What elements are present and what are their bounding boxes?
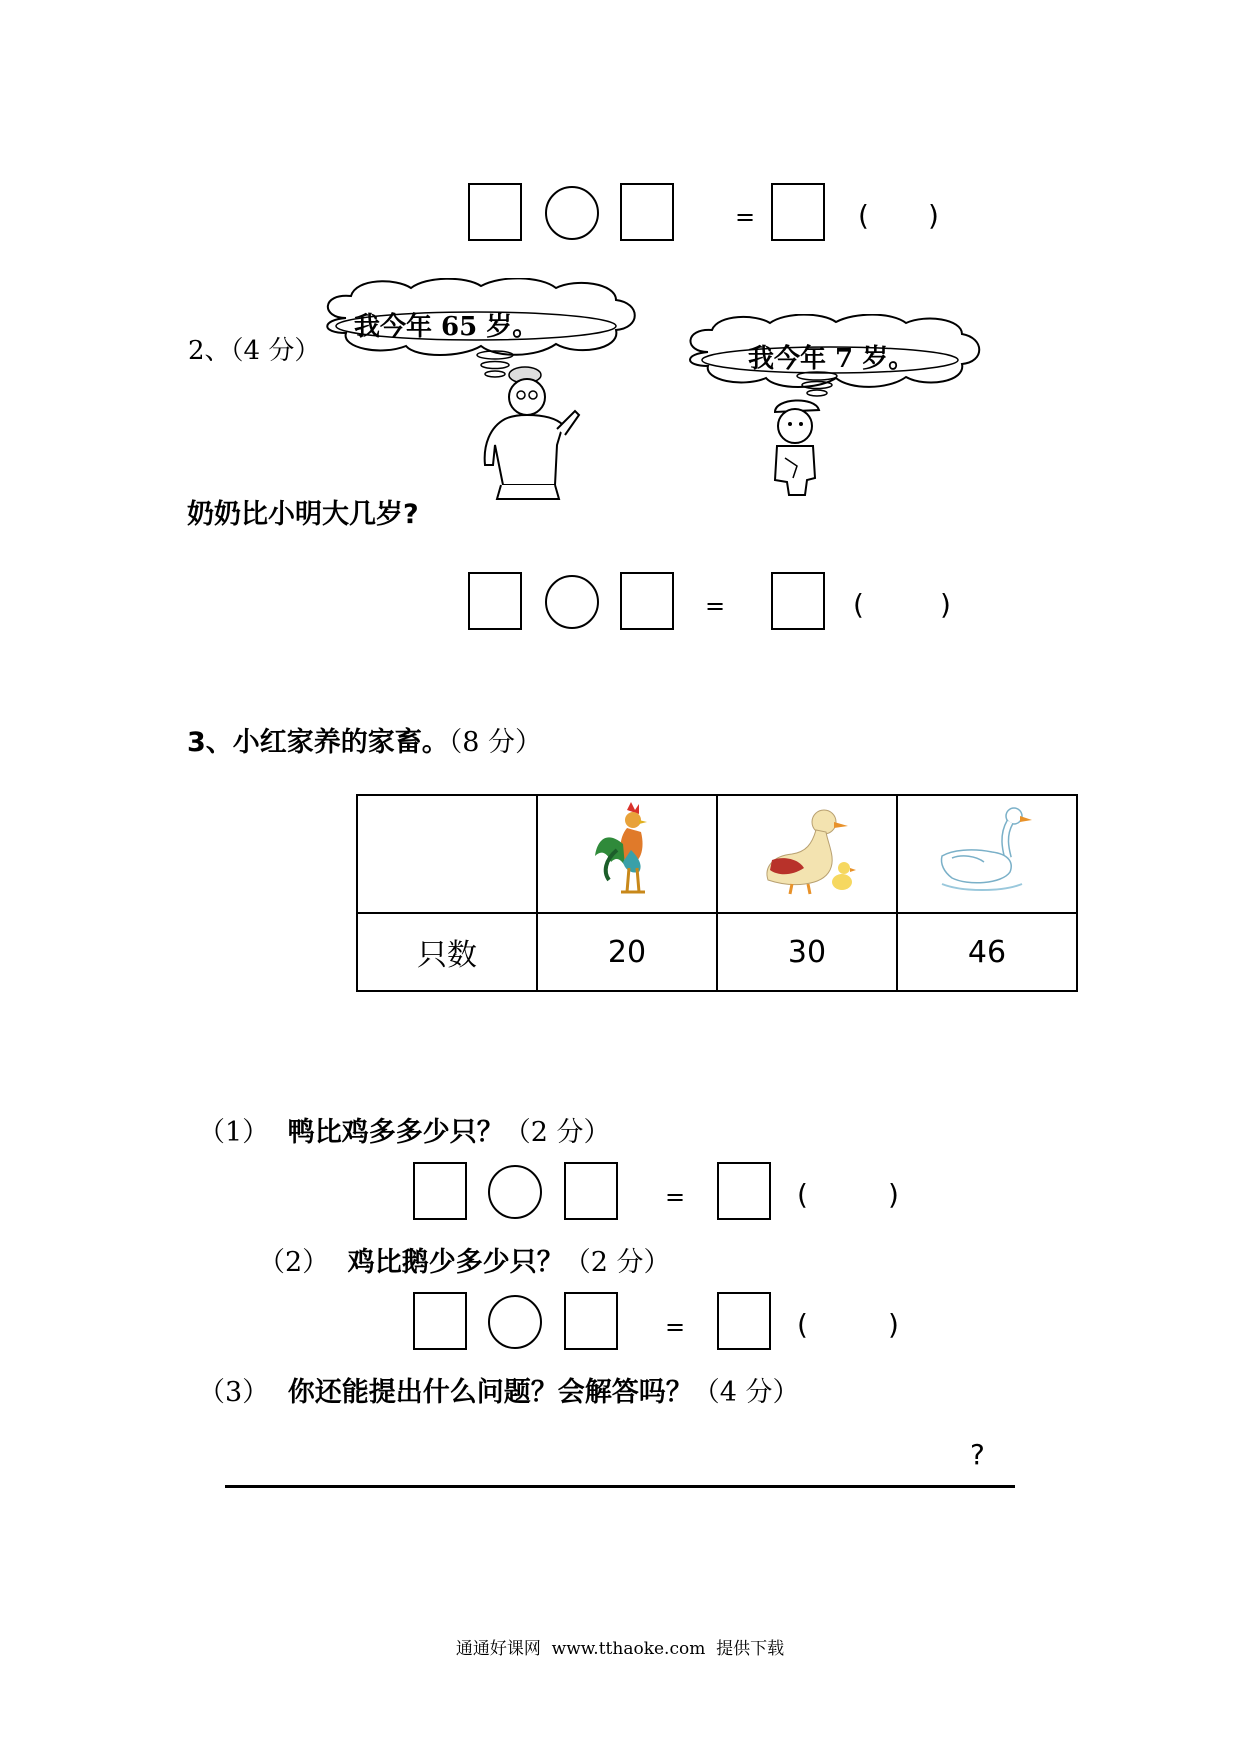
goose-count-cell: 46 <box>897 913 1077 991</box>
answer-box[interactable] <box>771 572 825 630</box>
subquestion-2-text: 鸡比鹅少多少只？ <box>347 1247 564 1278</box>
answer-box[interactable] <box>468 183 522 241</box>
unit-paren-open: ( <box>797 1178 808 1211</box>
equals-sign: = <box>665 1183 686 1211</box>
subquestion-2-score: （2 分） <box>563 1247 671 1278</box>
question-3-heading <box>187 720 542 759</box>
subquestion-3 <box>198 1370 800 1409</box>
answer-box[interactable] <box>717 1292 771 1350</box>
operator-circle[interactable] <box>545 575 599 629</box>
answer-box[interactable] <box>771 183 825 241</box>
page-footer: 通通好课网 www.tthaoke.com 提供下载 <box>455 1639 785 1659</box>
table-cell <box>897 795 1077 913</box>
answer-box[interactable] <box>413 1292 467 1350</box>
subquestion-3-score: （4 分） <box>692 1377 800 1408</box>
unit-paren-close: ) <box>888 1308 899 1341</box>
table-cell <box>717 795 897 913</box>
question-2-text: 奶奶比小明大几岁? <box>187 499 419 530</box>
table-row <box>357 913 1077 991</box>
unit-paren-open: ( <box>858 199 869 232</box>
answer-box[interactable] <box>413 1162 467 1220</box>
operator-circle[interactable] <box>545 186 599 240</box>
subquestion-2-number: （2） <box>258 1247 330 1278</box>
subquestion-3-number: （3） <box>198 1377 270 1408</box>
unit-paren-open: ( <box>797 1308 808 1341</box>
rooster-icon <box>587 800 667 900</box>
rooster-count-cell: 20 <box>537 913 717 991</box>
operator-circle[interactable] <box>488 1295 542 1349</box>
table-corner-cell <box>357 795 537 913</box>
answer-box[interactable] <box>717 1162 771 1220</box>
subquestion-1-score: （2 分） <box>503 1117 611 1148</box>
subquestion-1 <box>198 1110 611 1149</box>
subquestion-2 <box>258 1240 671 1279</box>
livestock-table <box>356 794 1078 992</box>
unit-paren-close: ) <box>928 199 939 232</box>
subquestion-1-number: （1） <box>198 1117 270 1148</box>
grandma-illustration <box>465 345 585 503</box>
answer-box[interactable] <box>468 572 522 630</box>
goose-icon <box>932 800 1042 900</box>
answer-box[interactable] <box>620 572 674 630</box>
subquestion-1-text: 鸭比鸡多多少只？ <box>287 1117 504 1148</box>
row-label-cell: 只数 <box>357 913 537 991</box>
duck-count-cell: 30 <box>717 913 897 991</box>
answer-box[interactable] <box>620 183 674 241</box>
question-3-title: 3、小红家养的家畜。 <box>187 727 449 758</box>
question-2-label: 2、（4 分） <box>188 336 321 366</box>
subquestion-3-text: 你还能提出什么问题？会解答吗？ <box>287 1377 693 1408</box>
duck-icon <box>752 800 862 900</box>
answer-box[interactable] <box>564 1162 618 1220</box>
question-3-score: （8 分） <box>448 727 543 758</box>
grandma-speech-text: 我今年 65 岁。 <box>354 312 539 342</box>
answer-question-mark: ? <box>970 1438 985 1471</box>
unit-paren-open: ( <box>853 588 864 621</box>
unit-paren-close: ) <box>940 588 951 621</box>
equals-sign: = <box>705 592 726 620</box>
equals-sign: = <box>735 203 756 231</box>
table-cell <box>537 795 717 913</box>
answer-line[interactable] <box>225 1485 1015 1488</box>
boy-speech-text: 我今年 7 岁。 <box>748 344 915 374</box>
boy-illustration <box>745 370 845 500</box>
operator-circle[interactable] <box>488 1165 542 1219</box>
answer-box[interactable] <box>564 1292 618 1350</box>
unit-paren-close: ) <box>888 1178 899 1211</box>
table-header-row <box>357 795 1077 913</box>
equals-sign: = <box>665 1313 686 1341</box>
